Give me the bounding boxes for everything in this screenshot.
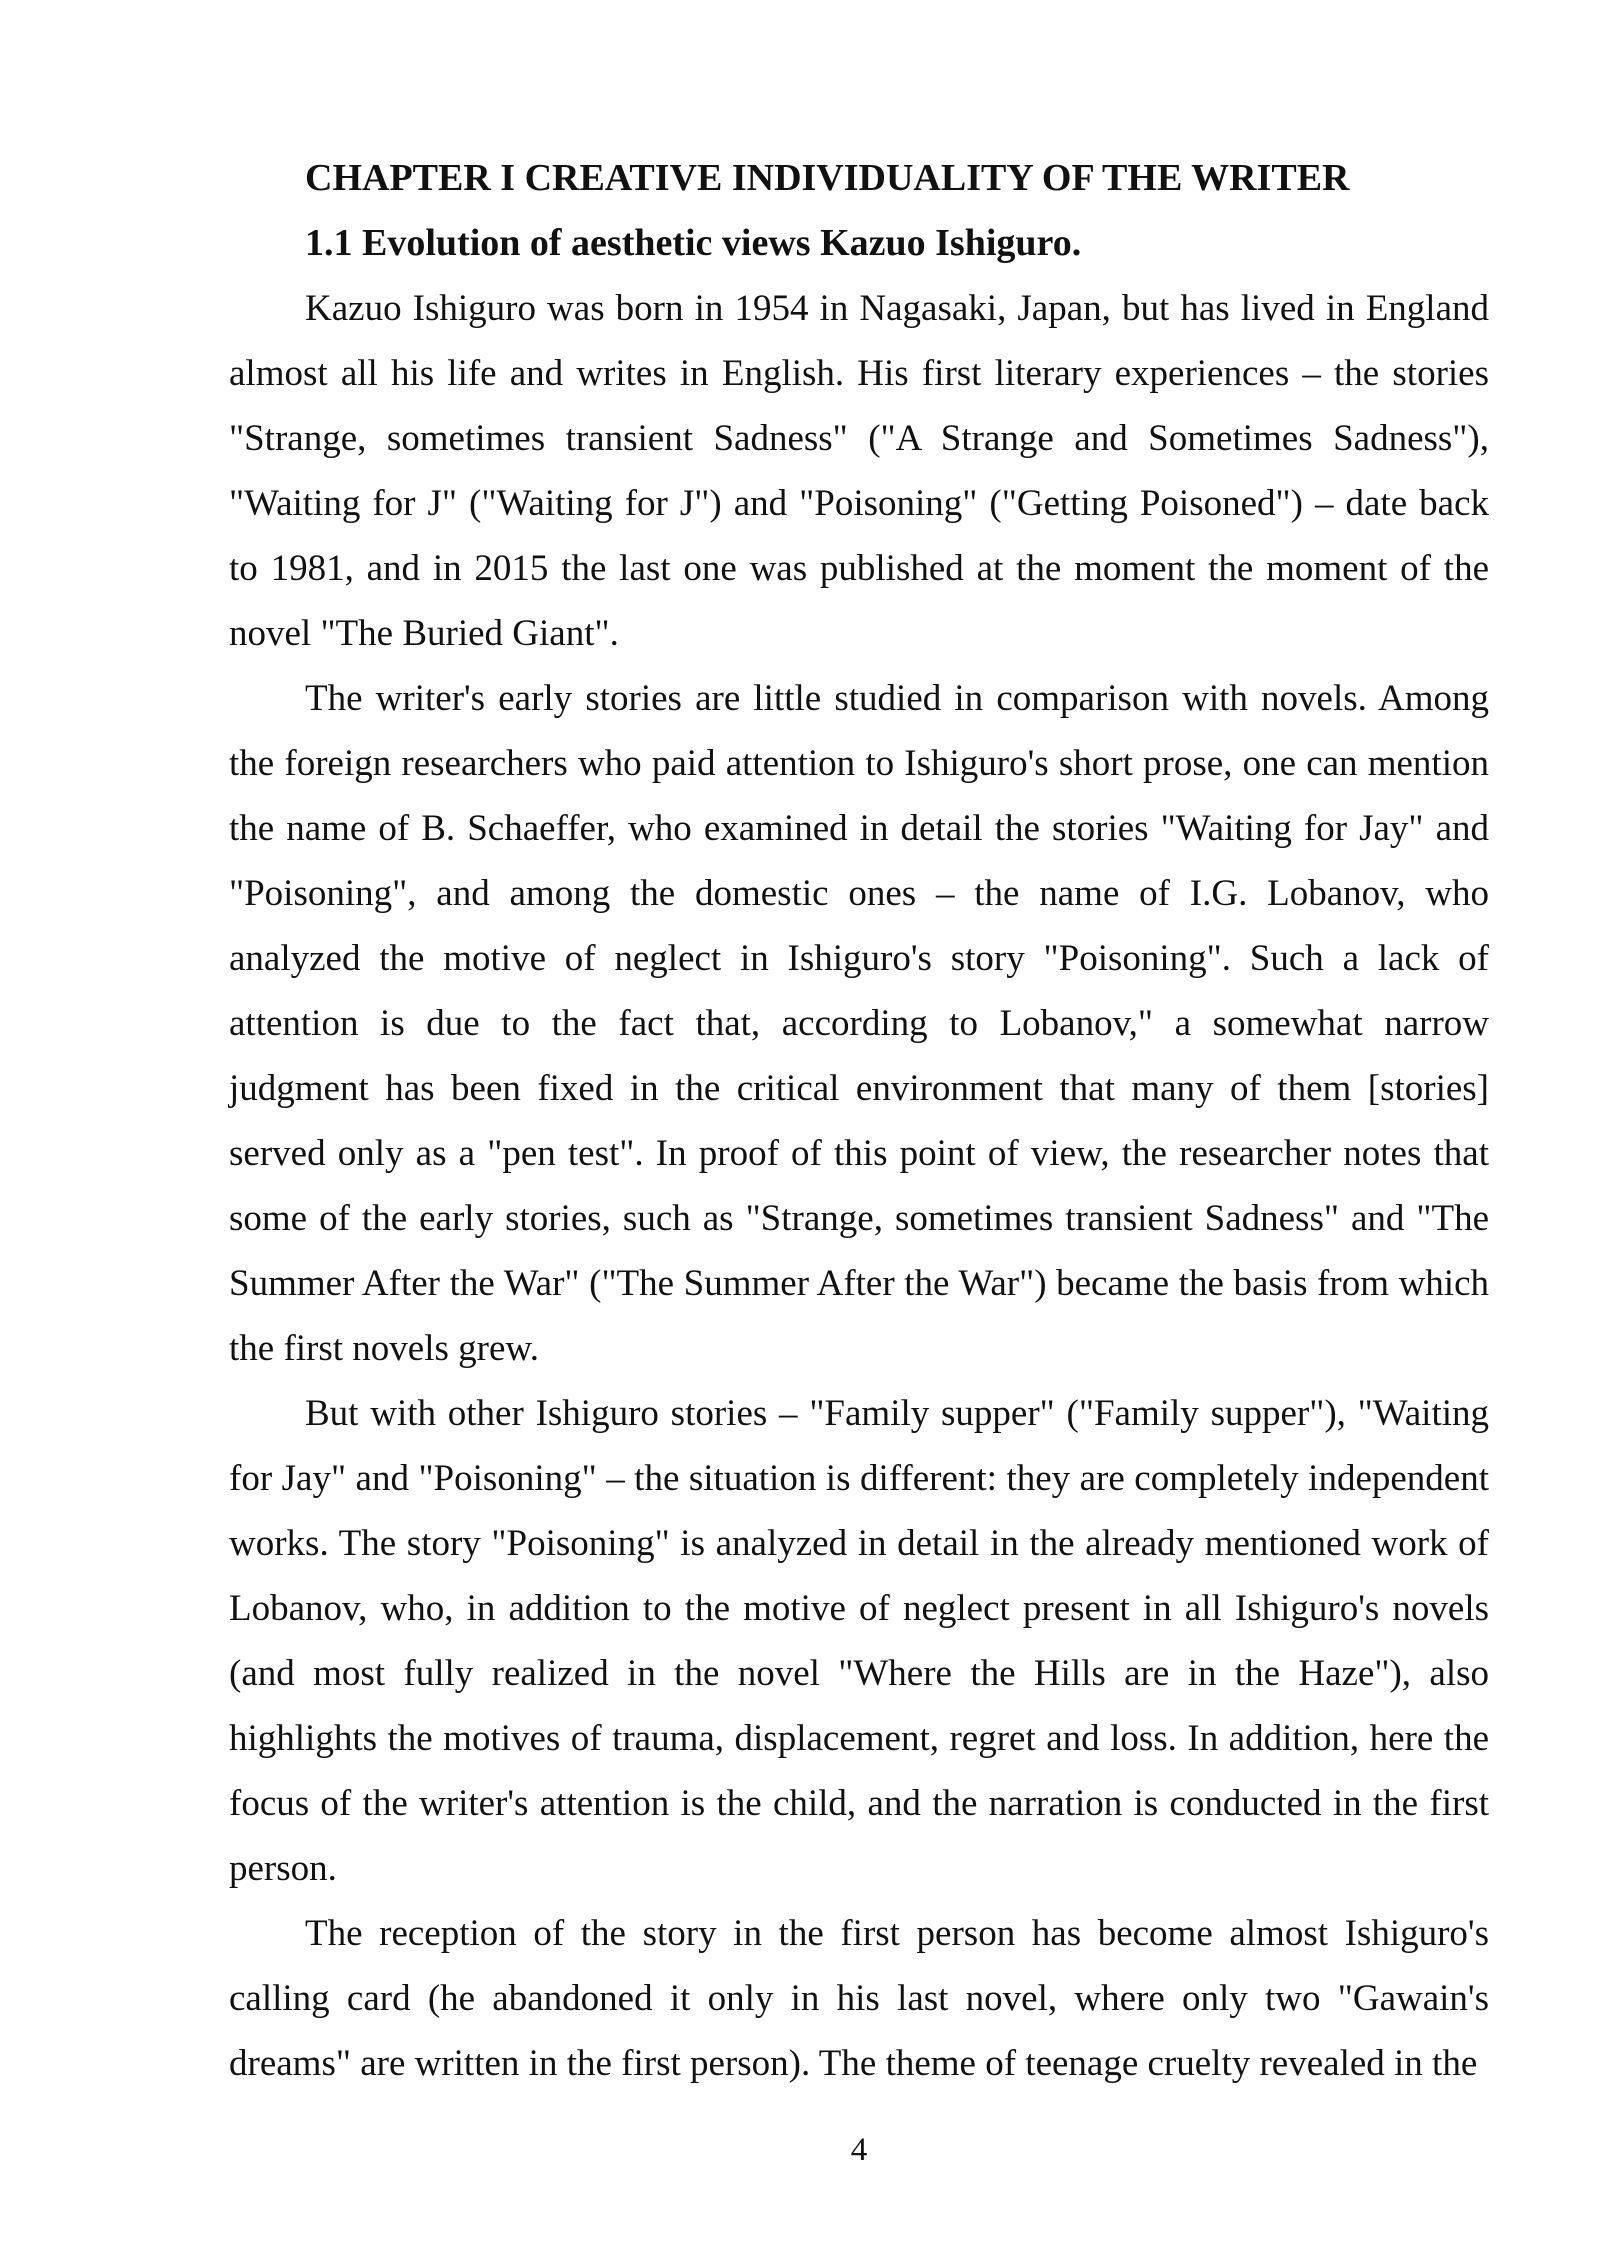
paragraph-1: Kazuo Ishiguro was born in 1954 in Nagasaki, Japan, but has lived in England almost all his life and writes in English. His first literary experiences – the stories "Strange, sometimes transient Sadness" ("A Strange and Sometimes Sadness"), "Waiting for J" ("Waiting for J") and "Poisoning" ("Getting Poisoned") – date back to 1981, and in 2015 the last one was published at the moment the moment of the novel "The Buried Giant".: [229, 288, 1489, 654]
chapter-title: CHAPTER I CREATIVE INDIVIDUALITY OF THE WRITER: [305, 157, 1350, 199]
paragraph-3: But with other Ishiguro stories – "Family supper" ("Family supper"), "Waiting for Jay" and "Poisoning" – the situation is different: they are completely independent works. The story "Poisoning" is analyzed in detail in the already mentioned work of Lobanov, who, in addition to the motive of neglect present in all Ishiguro's novels (and most fully realized in the novel "Where the Hills are in the Haze"), also highlights the motives of trauma, displacement, regret and loss. In addition, here the focus of the writer's attention is the child, and the narration is conducted in the first person.: [229, 1393, 1489, 1889]
paragraph-4: The reception of the story in the first person has become almost Ishiguro's calling card (he abandoned it only in his last novel, where only two "Gawain's dreams" are written in the first person). The theme of teenage cruelty revealed in the: [229, 1913, 1489, 2084]
paragraph-2: The writer's early stories are little studied in comparison with novels. Among the foreign researchers who paid attention to Ishiguro's short prose, one can mention the name of B. Schaeffer, who examined in detail the stories "Waiting for Jay" and "Poisoning", and among the domestic ones – the name of I.G. Lobanov, who analyzed the motive of neglect in Ishiguro's story "Poisoning". Such a lack of attention is due to the fact that, according to Lobanov," a somewhat narrow judgment has been fixed in the critical environment that many of them [stories] served only as a "pen test". In proof of this point of view, the researcher notes that some of the early stories, such as "Strange, sometimes transient Sadness" and "The Summer After the War" ("The Summer After the War") became the basis from which the first novels grew.: [229, 678, 1489, 1369]
document-page: [229, 146, 1489, 2096]
page-number: 4: [850, 2132, 868, 2168]
section-title: 1.1 Evolution of aesthetic views Kazuo Ishiguro.: [305, 222, 1082, 264]
